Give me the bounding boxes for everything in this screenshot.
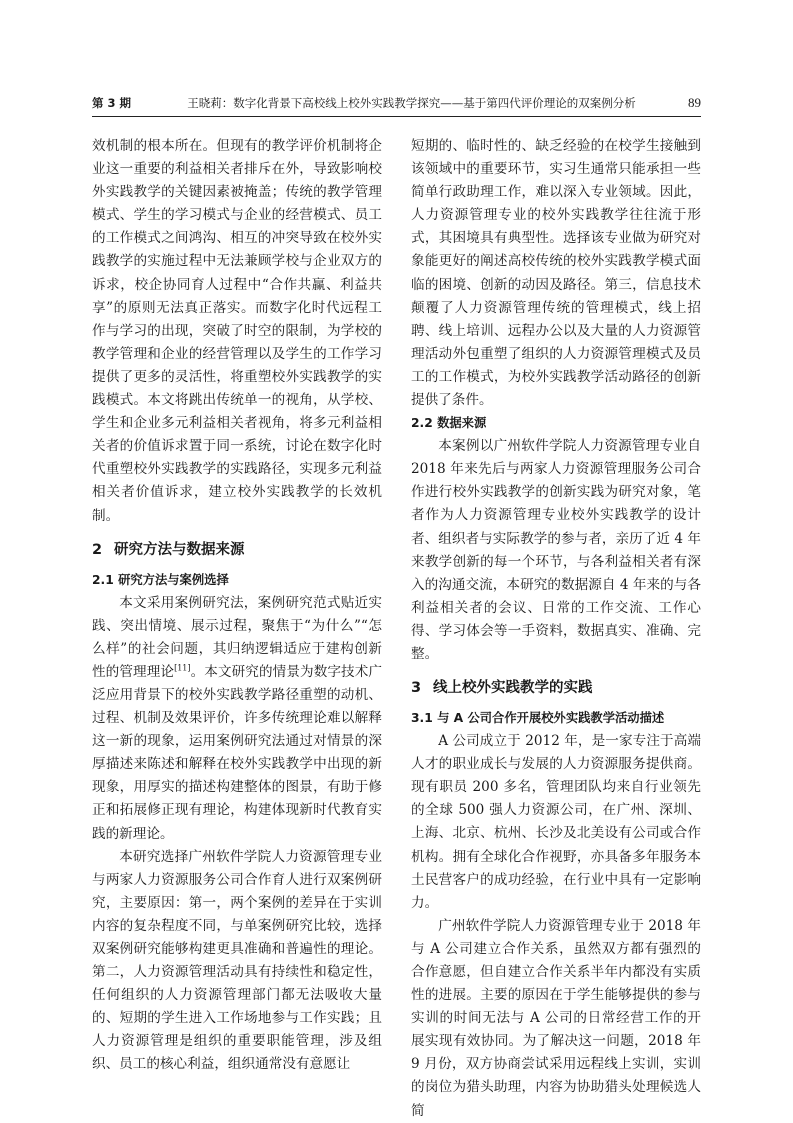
- subsection-heading-3-1: 3.1 与 A 公司合作开展校外实践教学活动描述: [411, 711, 665, 726]
- section-number: 2: [92, 541, 103, 558]
- section-heading-2: [92, 537, 382, 563]
- paragraph-cooperation: 广州软件学院人力资源管理专业于 2018 年与 A 公司建立合作关系，虽然双方都有强烈的合作意愿，但自建立合作关系半年内都没有实质性的进展。主要的原因在于学生能够提供的参与实训的时间无法与 A 公司的日常经营工作的开展实现有效协同。为了解决这一问题，2018 年 9 月份，双方协商尝试采用远程线上实训，实训的岗位为猎头助理，内容为协助猎头处理候选人简: [411, 917, 701, 1119]
- paragraph-method-part2: 。本文研究的情景为数字技术广泛应用背景下的校外实践教学路径重塑的动机、过程、机制及效果评价，许多传统理论难以解释这一新的现象，运用案例研究法通过对情景的深厚描述来陈述和解释在校外实践教学中出现的新现象，用厚实的描述构建整体的图景，有助于修正和拓展修正现有理论，构建体现新时代教育实践的新理论。: [92, 663, 383, 842]
- paragraph-method: [92, 592, 382, 846]
- paragraph-company-a: A 公司成立于 2012 年，是一家专注于高端人才的职业成长与发展的人力资源服务提供商。现有职员 200 多名，管理团队均来自行业领先的全球 500 强人力资源公司，在广州、深圳、上海、北京、杭州、长沙及北美设有公司或合作机构。拥有全球化合作视野，亦具备多年服务本土民营客户的成功经验，在行业中具有一定影响力。: [411, 733, 701, 911]
- header-rule: [92, 116, 701, 117]
- paragraph-case-selection: 本研究选择广州软件学院人力资源管理专业与两家人力资源服务公司合作育人进行双案例研究，主要原因：第一，两个案例的差异在于实训内容的复杂程度不同，与单案例研究比较，选择双案例研究能够构建更具准确和普遍性的理论。第二，人力资源管理活动具有持续性和稳定性，任何组织的人力资源管理部门都无法吸收大量的、短期的学生进入工作场地参与工作实践；且人力资源管理是组织的重要职能管理，涉及组织、员工的核心利益，组织通常没有意愿让: [92, 848, 382, 1073]
- section-number: 3: [411, 680, 422, 697]
- paragraph-method-part1: 本文采用案例研究法，案例研究范式贴近实践、突出情境、展示过程，聚焦于“为什么”“怎么样”的社会问题，其归纳逻辑适应于建构创新性的管理理论: [92, 594, 382, 680]
- section-title: 研究方法与数据来源: [114, 541, 245, 558]
- citation-11: [11]: [174, 663, 191, 673]
- page-number: 89: [688, 95, 701, 110]
- subsection-heading-2-1: 2.1 研究方法与案例选择: [92, 572, 229, 587]
- subsection-heading-2-2: 2.2 数据来源: [411, 416, 487, 431]
- right-column: [411, 135, 701, 1123]
- paragraph-case-selection-continued: 短期的、临时性的、缺乏经验的在校学生接触到该领域中的重要环节，实习生通常只能承担一些简单行政助理工作，难以深入专业领域。因此，人力资源管理专业的校外实践教学往往流于形式，其困境具有典型性。选择该专业做为研究对象能更好的阐述高校传统的校外实践教学模式面临的困境、创新的动因及路径。第三，信息技术颠覆了人力资源管理传统的管理模式，线上招聘、线上培训、远程办公以及大量的人力资源管理活动外包重塑了组织的人力资源管理模式及员工的工作模式，为校外实践教学活动路径的创新提供了条件。: [411, 138, 701, 409]
- paragraph-data-source: 本案例以广州软件学院人力资源管理专业自 2018 年来先后与两家人力资源管理服务公司合作进行校外实践教学的创新实践为研究对象，笔者作为人力资源管理专业校外实践教学的设计者、组织者与实际教学的参与者，亲历了近 4 年来教学创新的每一个环节，与各利益相关者有深入的沟通交流，本研究的数据源自 4 年来的与各利益相关者的会议、日常的工作交流、工作心得、学习体会等一手资料，数据真实、准确、完整。: [411, 438, 701, 662]
- section-heading-3: [411, 675, 701, 701]
- section-title: 线上校外实践教学的实践: [433, 680, 593, 697]
- running-title: 王晓莉：数字化背景下高校线上校外实践教学探究——基于第四代评价理论的双案例分析: [187, 96, 636, 110]
- issue-label: 第 3 期: [92, 96, 132, 110]
- paragraph-intro-continued: 效机制的根本所在。但现有的教学评价机制将企业这一重要的利益相关者排斥在外，导致影响校外实践教学的关键因素被掩盖；传统的教学管理模式、学生的学习模式与企业的经营模式、员工的工作模式之间鸿沟、相互的冲突导致在校外实践教学的实施过程中无法兼顾学校与企业双方的诉求，校企协同育人过程中“合作共赢、利益共享”的原则无法真正落实。而数字化时代远程工作与学习的出现，突破了时空的限制，为学校的教学管理和企业的经营管理以及学生的工作学习提供了更多的灵活性，将重塑校外实践教学的实践模式。本文将跳出传统单一的视角，从学校、学生和企业多元利益相关者视角，将多元利益相关者的价值诉求置于同一系统，讨论在数字化时代重塑校外实践教学的实践路径，实现多元利益相关者价值诉求，建立校外实践教学的长效机制。: [92, 138, 382, 524]
- left-column: [92, 135, 382, 1077]
- running-header: [92, 92, 701, 114]
